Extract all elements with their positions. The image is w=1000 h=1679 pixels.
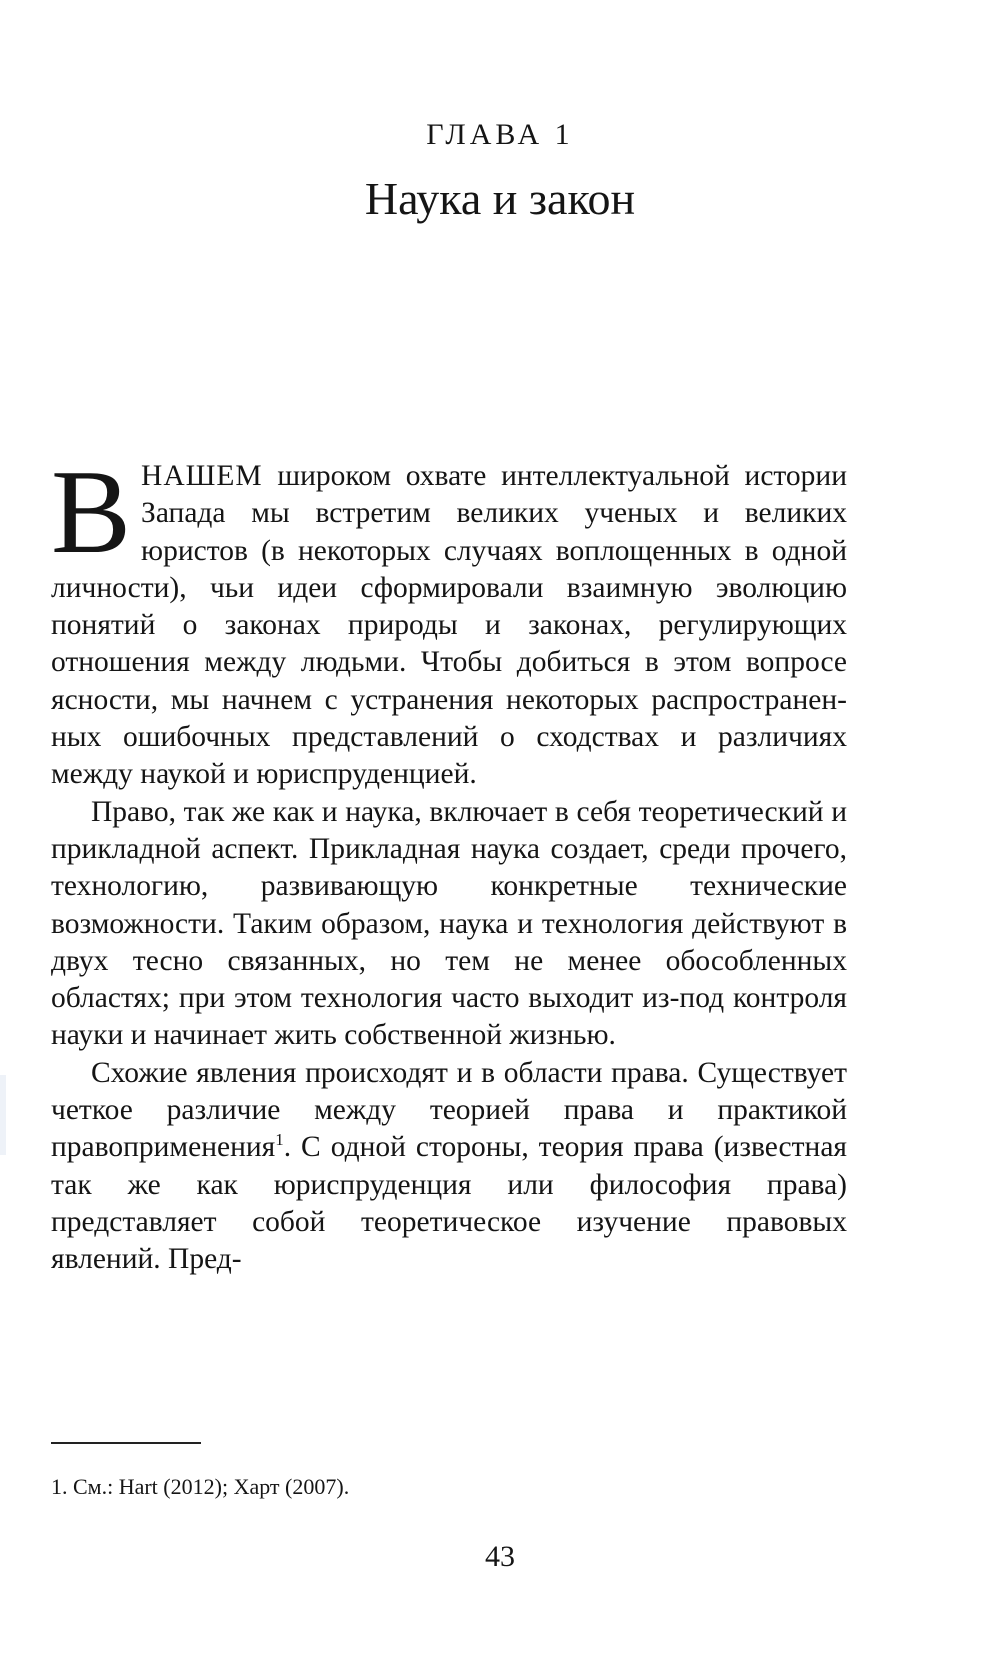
paragraph-3 (51, 1055, 847, 1279)
paragraph-lead-word: НАШЕМ (141, 460, 263, 492)
paragraph-1 (51, 445, 847, 794)
paragraph-2: Право, так же как и наука, включает в себя теоретический и прикладной аспект. Прикладная наука создает, среди прочего, технологию, развивающую конкретные технические возможности. Таким образом, наука и технология действуют в двух тесно связанных, но тем не менее обособленных областях; при этом технология часто выходит из-под контроля науки и начинает жить собственной жизнью. (51, 795, 847, 1052)
footnote-divider (51, 1442, 201, 1444)
body-text (51, 445, 847, 1279)
paragraph-3-text-after: . С одной стороны, теория права (известная так же как юриспруденция или философия права) представляет собой теоретическое изучение правовых явлений. Пред- (51, 1131, 847, 1276)
chapter-title: Наука и закон (364, 173, 636, 224)
footnote-reference: 1 (275, 1130, 284, 1150)
scan-edge-mark (0, 1075, 6, 1155)
page-number: 43 (485, 1540, 515, 1573)
chapter-label: ГЛАВА 1 (426, 118, 574, 151)
footnote: 1. См.: Hart (2012); Харт (2007). (51, 1474, 350, 1499)
drop-cap: В (51, 445, 132, 578)
paragraph-3-text-before: Схожие явления происходят и в области права. Существует четкое различие между теорией права и практикой правоприменения (51, 1056, 847, 1164)
paragraph-1-text: широком охвате интеллектуальной истории Запада мы встретим великих ученых и великих юристов (в некоторых случаях воплощенных в одной личности), чьи идеи сформировали взаимную эволюцию понятий о законах природы и законах, регулирующих отношения между людьми. Чтобы добиться в этом вопросе ясности, мы начнем с устранения некоторых распространенных ошибочных представлений о сходствах и различиях между наукой и юриспруденцией. (51, 460, 847, 791)
